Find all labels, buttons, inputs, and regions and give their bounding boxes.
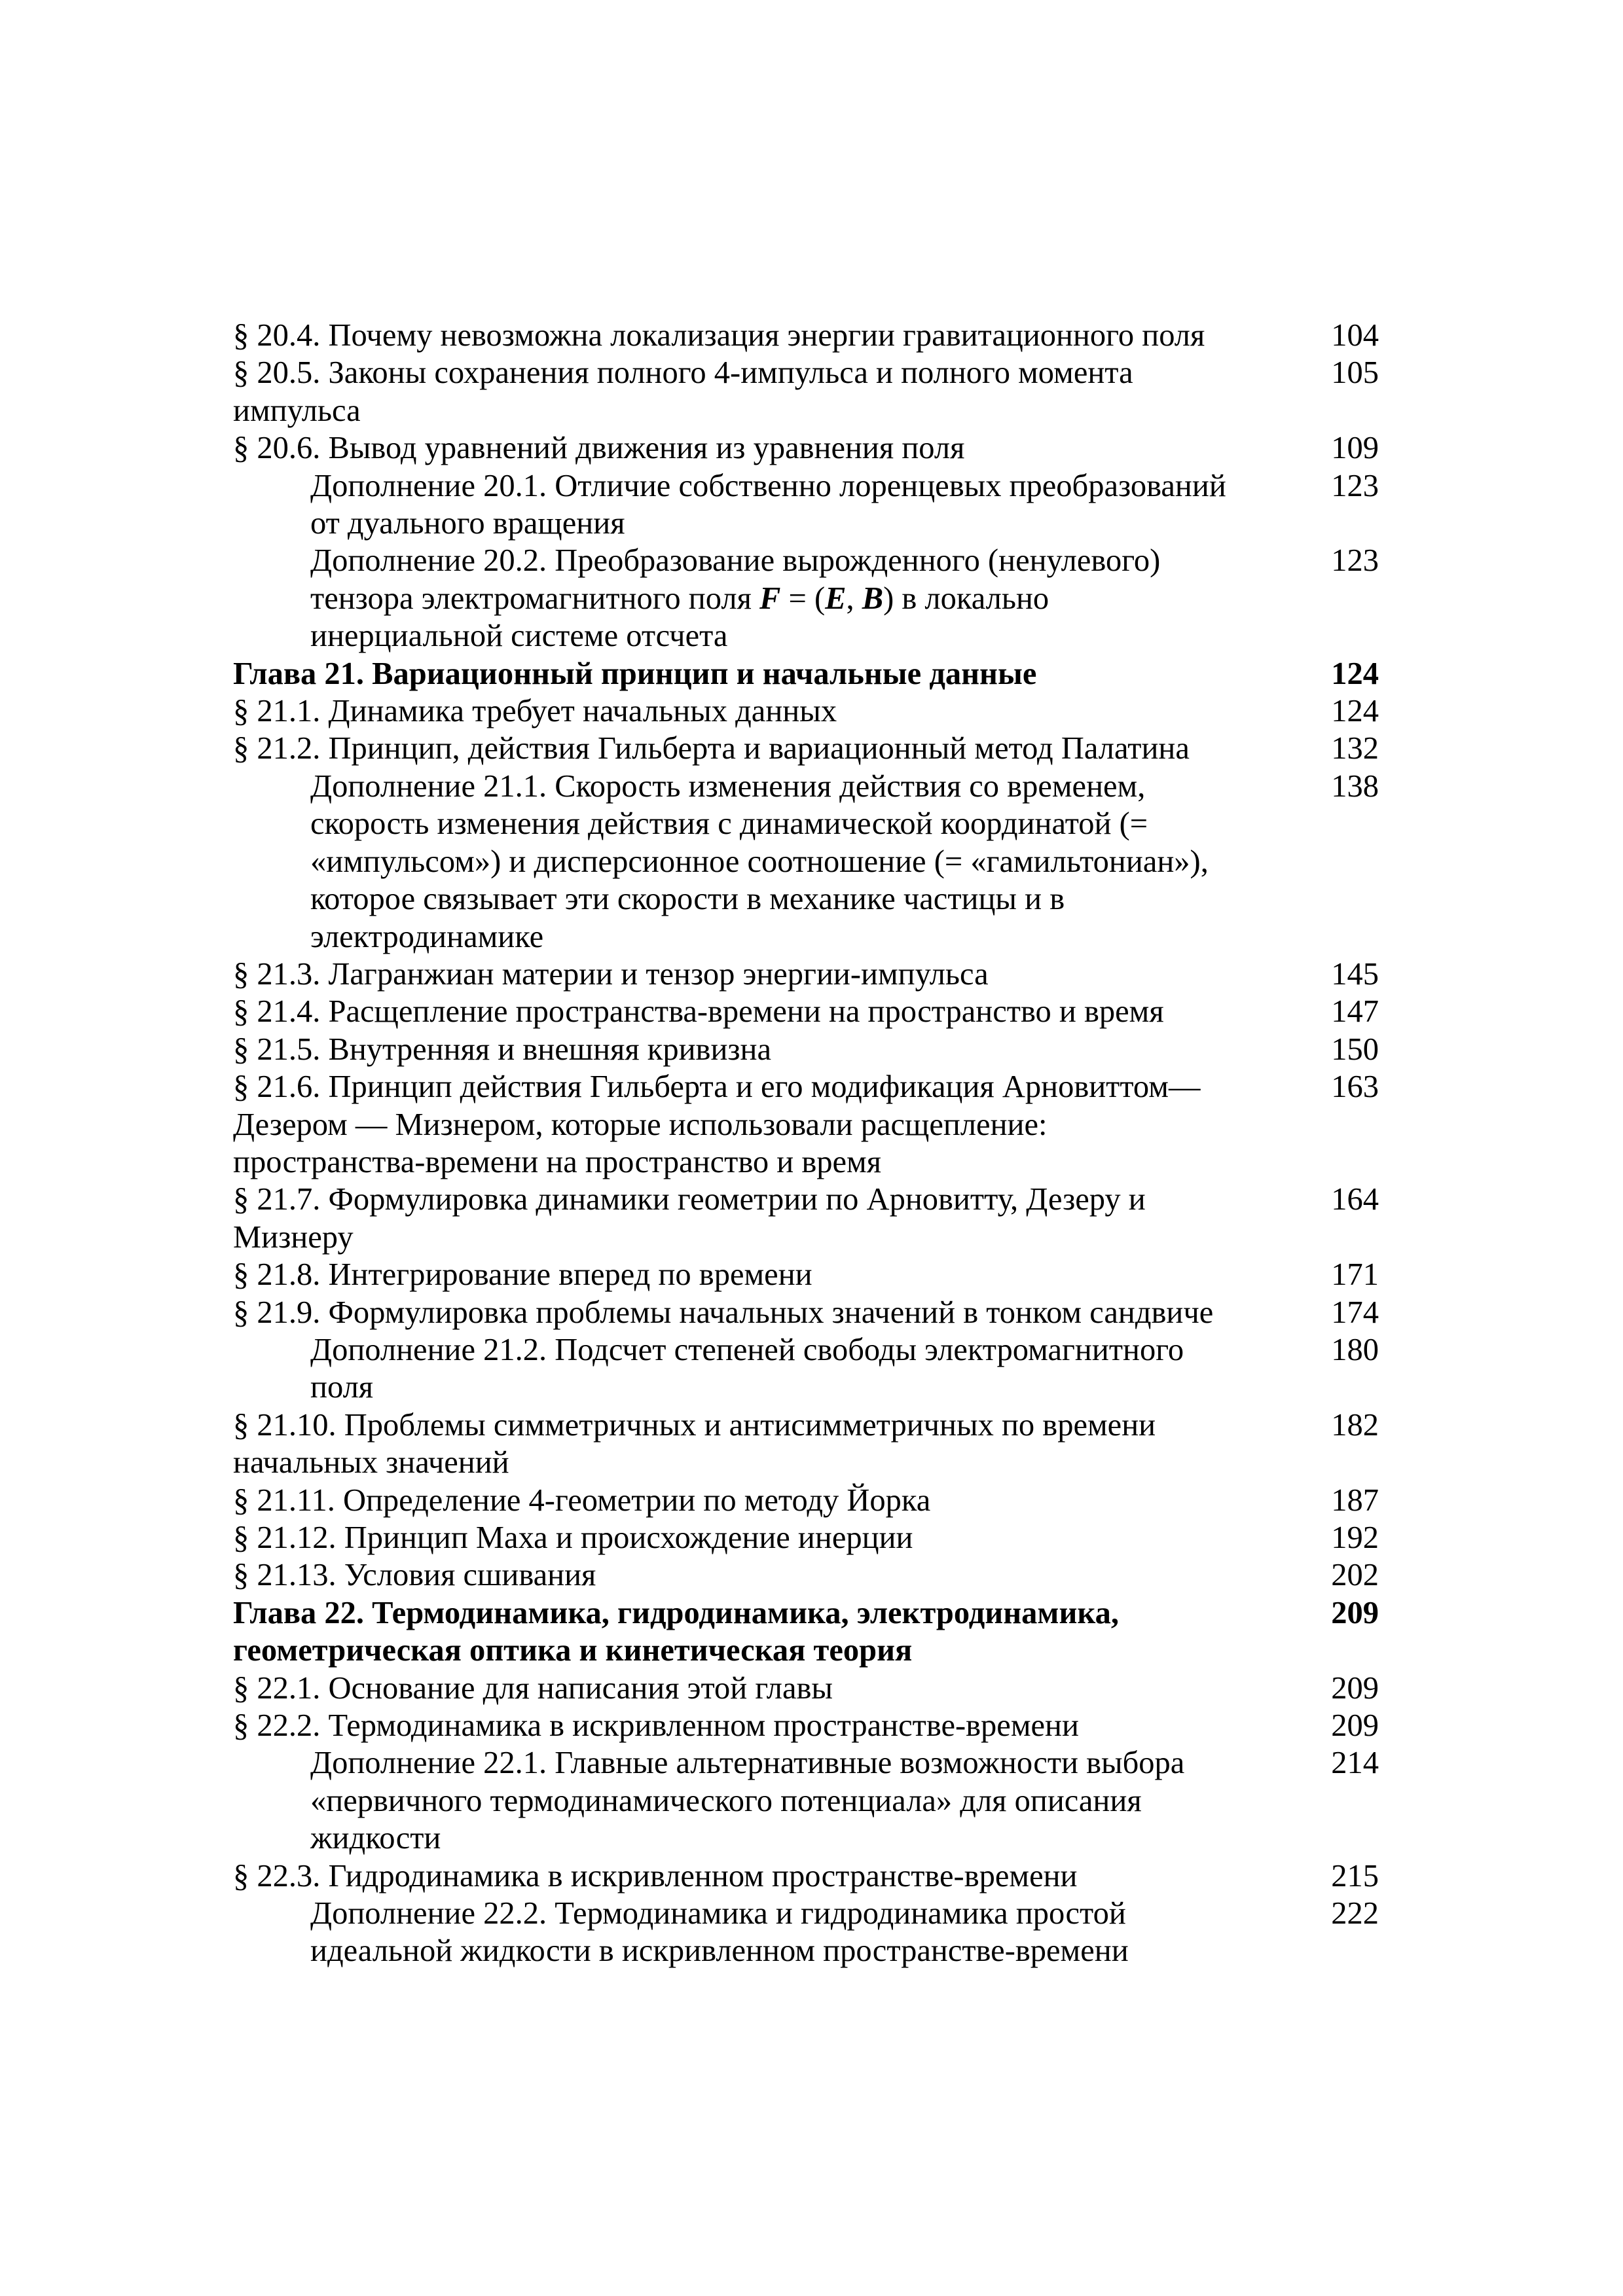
toc-entry-title-continued: «импульсом») и дисперсионное соотношение (= «гамильтониан»), — [310, 844, 1209, 879]
toc-entry-title: § 21.3. Лагранжиан материи и тензор энергии-импульса — [233, 956, 989, 992]
toc-entry-20-4[interactable] — [233, 317, 1379, 354]
toc-entry-21-10[interactable] — [233, 1407, 1379, 1482]
toc-page-number: 214 — [1331, 1746, 1379, 1781]
toc-entry-title: § 20.6. Вывод уравнений движения из уравнения поля — [233, 431, 965, 466]
toc-page-number: 105 — [1331, 355, 1379, 391]
toc-page-number: 171 — [1331, 1257, 1379, 1293]
toc-entry-21-11[interactable] — [233, 1482, 1379, 1519]
toc-entry-title-continued: пространства-времени на пространство и время — [233, 1144, 882, 1179]
table-of-contents — [233, 317, 1379, 1970]
toc-entry-21-12[interactable] — [233, 1519, 1379, 1556]
toc-entry-21-6[interactable] — [233, 1068, 1379, 1181]
toc-entry-title: § 21.9. Формулировка проблемы начальных значений в тонком сандвиче — [233, 1295, 1214, 1330]
toc-page-number: 164 — [1331, 1182, 1379, 1217]
toc-page-number: 187 — [1331, 1482, 1379, 1518]
toc-page-number: 192 — [1331, 1520, 1379, 1555]
toc-entry-21-9[interactable] — [233, 1294, 1379, 1331]
toc-entry-title: § 21.12. Принцип Маха и происхождение инерции — [233, 1520, 913, 1555]
toc-entry-title-continued: которое связывает эти скорости в механике частицы и в — [310, 882, 1065, 917]
chapter-title: Глава 22. Термодинамика, гидродинамика, электродинамика, — [233, 1595, 1119, 1630]
toc-entry-title: Дополнение 20.2. Преобразование вырожденного (ненулевого) — [310, 543, 1161, 579]
toc-entry-title-continued: «первичного термодинамического потенциала» для описания — [310, 1783, 1142, 1818]
toc-entry-title-continued: начальных значений — [233, 1445, 509, 1480]
toc-entry-box-21-2[interactable] — [233, 1331, 1379, 1407]
toc-entry-box-22-1[interactable] — [233, 1744, 1379, 1857]
toc-entry-title: § 22.1. Основание для написания этой главы — [233, 1670, 833, 1706]
toc-entry-21-4[interactable] — [233, 993, 1379, 1030]
toc-page-number: 174 — [1331, 1295, 1379, 1330]
toc-text-fragment: ) в локально — [883, 581, 1049, 616]
toc-page-number: 124 — [1331, 656, 1379, 691]
toc-entry-title: § 20.5. Законы сохранения полного 4-импульса и полного момента — [233, 355, 1133, 391]
toc-entry-title: Дополнение 20.1. Отличие собственно лоренцевых преобразований — [310, 468, 1226, 503]
toc-page-number: 123 — [1331, 468, 1379, 503]
toc-page-number: 132 — [1331, 731, 1379, 766]
toc-entry-box-20-2[interactable] — [233, 542, 1379, 655]
toc-entry-21-8[interactable] — [233, 1256, 1379, 1293]
toc-entry-20-6[interactable] — [233, 429, 1379, 467]
toc-entry-21-5[interactable] — [233, 1031, 1379, 1068]
toc-entry-title: § 21.4. Расщепление пространства-времени на пространство и время — [233, 994, 1164, 1030]
toc-entry-21-3[interactable] — [233, 956, 1379, 993]
toc-page-number: 104 — [1331, 318, 1379, 353]
toc-entry-title-continued: скорость изменения действия с динамической координатой (= — [310, 806, 1148, 842]
toc-entry-box-21-1[interactable] — [233, 768, 1379, 956]
toc-entry-title: Дополнение 22.2. Термодинамика и гидродинамика простой — [310, 1896, 1126, 1931]
toc-entry-title: § 21.11. Определение 4-геометрии по методу Йорка — [233, 1482, 931, 1518]
toc-entry-title-continued: поля — [310, 1370, 374, 1405]
toc-page-number: 150 — [1331, 1031, 1379, 1067]
toc-entry-21-7[interactable] — [233, 1181, 1379, 1256]
toc-page-number: 147 — [1331, 994, 1379, 1030]
toc-entry-title: § 22.2. Термодинамика в искривленном пространстве-времени — [233, 1708, 1079, 1744]
toc-page-number: 180 — [1331, 1332, 1379, 1367]
toc-entry-box-22-2[interactable] — [233, 1895, 1379, 1970]
symbol-B: B — [862, 581, 884, 616]
toc-chapter-22[interactable] — [233, 1594, 1379, 1670]
toc-page-number: 202 — [1331, 1558, 1379, 1593]
toc-entry-22-2[interactable] — [233, 1707, 1379, 1744]
toc-text-fragment: , — [846, 581, 862, 616]
toc-entry-title: § 21.1. Динамика требует начальных данных — [233, 694, 837, 729]
toc-entry-title-continued: Мизнеру — [233, 1219, 354, 1255]
toc-entry-title-continued: идеальной жидкости в искривленном пространстве-времени — [310, 1933, 1129, 1969]
toc-entry-title-continued: импульса — [233, 393, 361, 428]
toc-entry-title: § 21.8. Интегрирование вперед по времени — [233, 1257, 812, 1293]
toc-entry-title: Дополнение 21.2. Подсчет степеней свободы электромагнитного — [310, 1332, 1184, 1367]
toc-entry-title-continued: от дуального вращения — [310, 506, 625, 541]
toc-entry-title: § 21.7. Формулировка динамики геометрии по Арновитту, Дезеру и — [233, 1182, 1146, 1217]
toc-page-number: 124 — [1331, 694, 1379, 729]
toc-entry-title: § 21.10. Проблемы симметричных и антисимметричных по времени — [233, 1407, 1156, 1443]
toc-entry-title: § 21.6. Принцип действия Гильберта и его модификация Арновиттом— — [233, 1069, 1201, 1105]
toc-page-number: 209 — [1331, 1708, 1379, 1744]
toc-entry-title: § 21.5. Внутренняя и внешняя кривизна — [233, 1031, 772, 1067]
toc-page-number: 138 — [1331, 768, 1379, 804]
toc-entry-title-continued: Дезером — Мизнером, которые использовали расщепление: — [233, 1107, 1048, 1142]
toc-entry-22-3[interactable] — [233, 1857, 1379, 1895]
toc-entry-title: Дополнение 22.1. Главные альтернативные возможности выбора — [310, 1746, 1185, 1781]
toc-entry-title-continued: жидкости — [310, 1821, 441, 1856]
toc-page-number: 215 — [1331, 1858, 1379, 1893]
toc-page-number: 109 — [1331, 431, 1379, 466]
chapter-title-continued: геометрическая оптика и кинетическая теория — [233, 1633, 913, 1668]
chapter-title: Глава 21. Вариационный принцип и начальные данные — [233, 656, 1037, 691]
toc-text-fragment: = ( — [780, 581, 826, 616]
toc-text-fragment: тензора электромагнитного поля — [310, 581, 760, 616]
toc-entry-21-13[interactable] — [233, 1556, 1379, 1594]
toc-entry-22-1[interactable] — [233, 1670, 1379, 1707]
toc-entry-title-continued: инерциальной системе отсчета — [310, 619, 728, 654]
toc-entry-20-5[interactable] — [233, 354, 1379, 429]
toc-page-number: 123 — [1331, 543, 1379, 579]
toc-entry-title: Дополнение 21.1. Скорость изменения действия со временем, — [310, 768, 1146, 804]
toc-entry-title: § 22.3. Гидродинамика в искривленном пространстве-времени — [233, 1858, 1078, 1893]
toc-chapter-21[interactable] — [233, 655, 1379, 692]
toc-entry-title-continued — [310, 580, 1241, 617]
toc-entry-title-continued: электродинамике — [310, 919, 544, 954]
toc-page-number: 145 — [1331, 956, 1379, 992]
toc-page-number: 209 — [1331, 1670, 1379, 1706]
symbol-E: E — [825, 581, 847, 616]
toc-page-number: 182 — [1331, 1407, 1379, 1443]
toc-page-number: 163 — [1331, 1069, 1379, 1105]
toc-entry-title: § 21.2. Принцип, действия Гильберта и вариационный метод Палатина — [233, 731, 1190, 766]
toc-entry-box-20-1[interactable] — [233, 467, 1379, 543]
toc-page-number: 222 — [1331, 1896, 1379, 1931]
toc-entry-21-1[interactable] — [233, 692, 1379, 730]
symbol-F: F — [759, 581, 781, 616]
toc-entry-21-2[interactable] — [233, 730, 1379, 767]
toc-page-number: 209 — [1331, 1595, 1379, 1630]
toc-entry-title: § 20.4. Почему невозможна локализация энергии гравитационного поля — [233, 318, 1205, 353]
toc-entry-title: § 21.13. Условия сшивания — [233, 1558, 596, 1593]
